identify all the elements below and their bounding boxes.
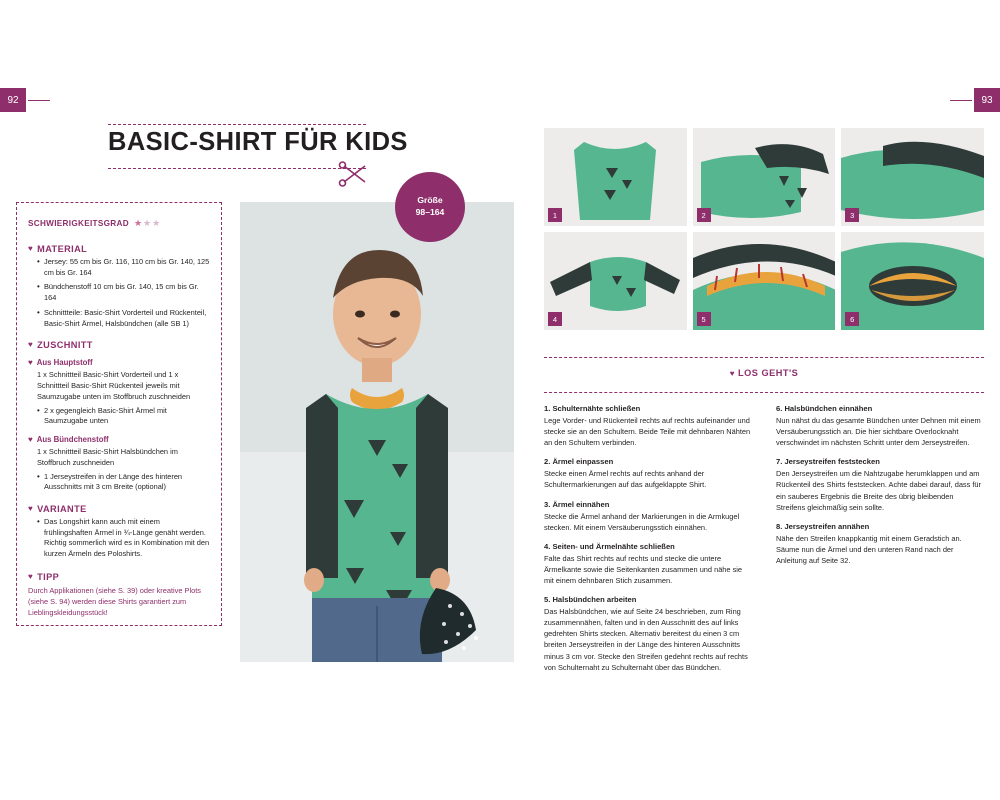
list-item: • Schnittteile: Basic-Shirt Vorderteil und Rückenteil, Basic-Shirt Ärmel, Halsbündchen (alle SB 1) (37, 308, 210, 329)
step-photo-1-illustration (544, 128, 687, 226)
title-rule-top (108, 124, 366, 125)
info-box (16, 202, 222, 626)
section-heading-material (28, 244, 210, 254)
step-photo-3 (841, 128, 984, 226)
zuschnitt-buendchen-list (28, 472, 210, 493)
subheading-hauptstoff (28, 358, 210, 367)
material-heading-text: MATERIAL (37, 244, 88, 254)
zuschnitt-buendchen-text: 1 x Schnittteil Basic-Shirt Halsbündchen im Stoffbruch zuschneiden (37, 447, 178, 467)
size-badge-value: 98–164 (415, 207, 445, 217)
heart-icon: ♥ (28, 340, 34, 350)
step-text: Lege Vorder- und Rückenteil rechts auf rechts aufeinander und stecke sie an den Schultern. Beide Teile mit dehnbaren Nähten an den Schultern verbinden. (544, 416, 751, 448)
variante-list (28, 517, 210, 560)
step-photo-3-illustration (841, 128, 984, 226)
step-heading: 8. Jerseystreifen annähen (776, 521, 870, 531)
step-text: Den Jerseystreifen um die Nahtzugabe herumklappen und am Rückenteil des Shirts feststecken. Achte dabei darauf, dass für ein sauberes Ergebnis die Breite des übrig bleibenden Streifens gleichmäßig sein sollte. (776, 469, 981, 512)
heart-icon: ♥ (28, 504, 34, 514)
tipp-text: Durch Applikationen (siehe S. 39) oder kreative Plots (siehe S. 94) werden diese Shirts garantiert zum Lieblingskleidungsstück! (28, 585, 201, 618)
list-item: • Das Longshirt kann auch mit einem frühlingshaften Ärmel in ¾-Länge genäht werden. Richtig sommerlich wird es in Kombination mit den kurzen Ärmeln des Poloshirts. (37, 517, 210, 560)
heart-icon: ♥ (28, 244, 34, 253)
main-photo-illustration (240, 202, 514, 662)
step-photo-grid (544, 128, 984, 336)
step-heading: 4. Seiten- und Ärmelnähte schließen (544, 541, 675, 551)
step-photo-number: 2 (697, 208, 711, 222)
page-number-rule-right (950, 100, 972, 101)
instructions-column-left (544, 404, 752, 673)
step-photo-row (544, 232, 984, 330)
step-photo-number: 6 (845, 312, 859, 326)
page-title: BASIC-SHIRT FÜR KIDS (108, 128, 408, 156)
instructions-rule-top (544, 357, 984, 358)
size-badge-label: Größe (417, 195, 443, 206)
instructions-rule-bottom (544, 392, 984, 393)
size-badge (395, 172, 465, 242)
heart-icon: ♥ (28, 434, 33, 444)
step-photo-2 (693, 128, 836, 226)
subheading-buendchenstoff (28, 435, 210, 444)
step-photo-5-illustration (693, 232, 836, 330)
step-photo-6-illustration (841, 232, 984, 330)
step-text: Falte das Shirt rechts auf rechts und stecke die untere Ärmelkante sowie die Seitenkanten zusammen und nähe sie mit einem dehnbaren Stich zusammen. (544, 553, 743, 585)
subheading-text: Aus Bündchenstoff (36, 435, 109, 445)
instructions-title (544, 368, 984, 378)
step-photo-row (544, 128, 984, 226)
subheading-text: Aus Hauptstoff (36, 358, 93, 368)
step-photo-2-illustration (693, 128, 836, 226)
title-rule-bottom (108, 168, 366, 169)
step-photo-5 (693, 232, 836, 330)
list-item: • 1 Jerseystreifen in der Länge des hinteren Ausschnitts mit 3 cm Breite (optional) (37, 472, 210, 493)
step-photo-4-illustration (544, 232, 687, 330)
step-heading: 7. Jerseystreifen feststecken (776, 457, 880, 467)
section-heading-tipp (28, 572, 210, 582)
step-heading: 1. Schulternähte schließen (544, 404, 641, 413)
heart-icon: ♥ (28, 357, 33, 367)
step-text: Das Halsbündchen, wie auf Seite 24 beschrieben, zum Ring zusammennähen, falten und in den Ausschnitt des auf links gedrehten Shirts stecken. Alternativ bereitest du einen 3 cm breiten Jerseystreifen in der Länge des hinteren Ausschnitts minus 3 cm vor. Stecke den Streifen gedehnt rechts auf rechts von Schulternaht zu Schulternaht über das Bündchen. (544, 607, 748, 672)
page-number-left: 92 (0, 88, 26, 112)
difficulty-label: SCHWIERIGKEITSGRAD (28, 219, 129, 229)
zuschnitt-heading-text: ZUSCHNITT (37, 340, 93, 351)
list-item: • 2 x gegengleich Basic-Shirt Ärmel mit Saumzugabe unten (37, 406, 210, 427)
variante-heading-text: VARIANTE (37, 504, 87, 515)
instructions-title-text: LOS GEHT'S (738, 368, 799, 378)
step-heading: 5. Halsbündchen arbeiten (544, 595, 637, 605)
instructions-column-right (776, 404, 984, 673)
step-text: Nähe den Streifen knappkantig mit einem Geradstich an. Säume nun die Ärmel und den unteren Rand nach der Anleitung auf Seite 32. (776, 533, 962, 565)
step-photo-number: 1 (548, 208, 562, 222)
section-heading-zuschnitt (28, 340, 210, 350)
main-photo (240, 202, 514, 662)
step-photo-1 (544, 128, 687, 226)
step-photo-number: 3 (845, 208, 859, 222)
zuschnitt-hauptstoff-text: 1 x Schnittteil Basic-Shirt Vorderteil und 1 x Schnittteil Basic-Shirt Rückenteil jeweils mit Saumzugabe unten im Stoffbruch zuschneiden (37, 370, 191, 401)
step-text: Nun nähst du das gesamte Bündchen unter Dehnen mit einem Versäuberungsstich an. Die hier sichtbare Overlocknaht verschwindet im nächsten Schritt unter dem Jerseystreifen. (776, 416, 981, 448)
section-heading-variante (28, 504, 210, 514)
step-heading: 3. Ärmel einnähen (544, 499, 610, 509)
difficulty-stars: ★★★ (133, 218, 162, 229)
step-heading: 6. Halsbündchen einnähen (776, 404, 873, 413)
tipp-heading-text: TIPP (37, 571, 60, 582)
step-photo-4 (544, 232, 687, 330)
page-number-right: 93 (974, 88, 1000, 112)
step-photo-6 (841, 232, 984, 330)
step-photo-number: 4 (548, 312, 562, 326)
page-number-rule-left (28, 100, 50, 101)
scissors-icon (338, 160, 372, 190)
step-heading: 2. Ärmel einpassen (544, 457, 614, 467)
step-text: Stecke einen Ärmel rechts auf rechts anhand der Schultermarkierungen auf das aufgeklappte Shirt. (544, 469, 707, 490)
step-text: Stecke die Ärmel anhand der Markierungen in die Armkugel stecken. Mit einem Versäuberungsstich einnähen. (544, 511, 740, 532)
material-list (28, 257, 210, 329)
instructions-columns (544, 404, 984, 673)
list-item: • Bündchenstoff 10 cm bis Gr. 140, 15 cm bis Gr. 164 (37, 282, 210, 303)
heart-icon: ♥ (28, 571, 34, 581)
list-item: • Jersey: 55 cm bis Gr. 116, 110 cm bis Gr. 140, 125 cm bis Gr. 164 (37, 257, 210, 278)
zuschnitt-hauptstoff-list (28, 406, 210, 427)
heart-icon: ♥ (729, 369, 735, 378)
step-photo-number: 5 (697, 312, 711, 326)
